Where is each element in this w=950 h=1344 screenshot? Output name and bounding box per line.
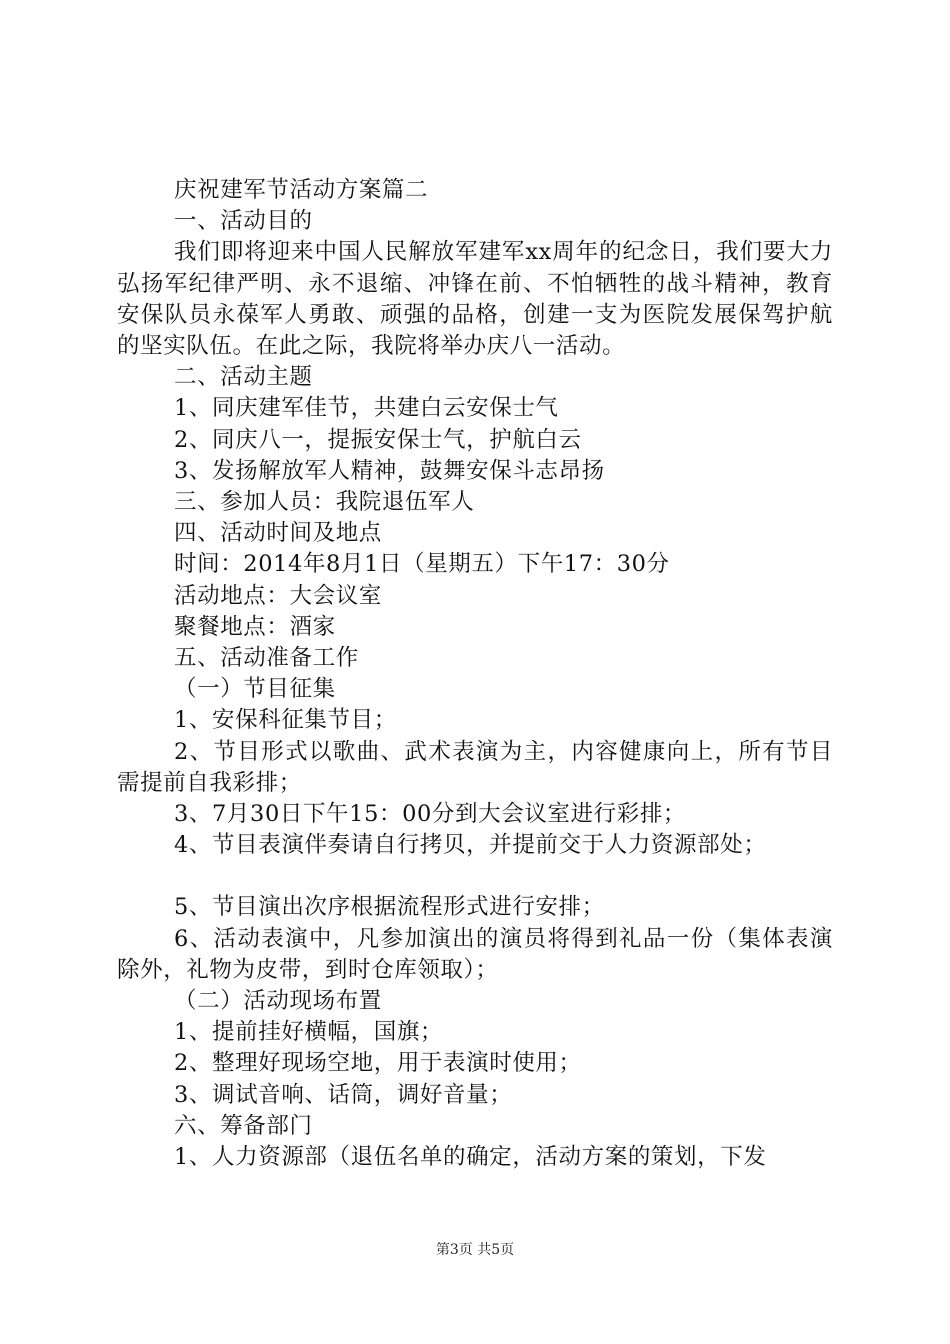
- list-item: 4、节目表演伴奏请自行拷贝，并提前交于人力资源部处；: [174, 832, 767, 859]
- list-item: 1、提前挂好横幅，国旗；: [174, 1019, 444, 1046]
- list-item: 3、调试音响、话筒，调好音量；: [174, 1081, 513, 1108]
- page-footer: 第3页 共5页: [435, 1242, 515, 1258]
- list-item: 1、安保科征集节目；: [174, 707, 397, 734]
- list-item: 1、同庆建军佳节，共建白云安保士气: [174, 395, 559, 422]
- blank-line: [117, 861, 833, 892]
- section-heading: 四、活动时间及地点: [174, 520, 382, 547]
- section-heading: 六、筹备部门: [174, 1112, 313, 1139]
- section-heading: 一、活动目的: [174, 208, 313, 235]
- paragraph: 聚餐地点：酒家: [174, 613, 336, 640]
- subsection-heading: （一）节目征集: [174, 676, 336, 703]
- paragraph: 时间：2014年8月1日（星期五）下午17：30分: [174, 551, 670, 578]
- list-item: 5、节目演出次序根据流程形式进行安排；: [174, 894, 605, 921]
- paragraph: 我们即将迎来中国人民解放军建军xx周年的纪念日，我们要大力弘扬军纪律严明、永不退缩、冲锋在前、不怕牺牲的战斗精神，教育安保队员永葆军人勇敢、顽强的品格，创建一支为医院发展保驾护航的坚实队伍。在此之际，我院将举办庆八一活动。: [117, 239, 833, 360]
- section-heading: 五、活动准备工作: [174, 645, 359, 672]
- list-item: 3、发扬解放军人精神，鼓舞安保斗志昂扬: [174, 457, 605, 484]
- section-heading: 三、参加人员：我院退伍军人: [174, 489, 475, 516]
- list-item: 6、活动表演中，凡参加演出的演员将得到礼品一份（集体表演除外，礼物为皮带，到时仓库领取）；: [117, 925, 833, 983]
- subsection-heading: （二）活动现场布置: [174, 988, 382, 1015]
- list-item: 3、7月30日下午15：00分到大会议室进行彩排；: [174, 801, 687, 828]
- list-item: 2、节目形式以歌曲、武术表演为主，内容健康向上，所有节目需提前自我彩排；: [117, 738, 833, 796]
- document-body: [117, 175, 833, 1173]
- list-item: 2、同庆八一，提振安保士气，护航白云: [174, 426, 582, 453]
- paragraph: 活动地点：大会议室: [174, 582, 382, 609]
- list-item: 2、整理好现场空地，用于表演时使用；: [174, 1050, 582, 1077]
- section-heading: 二、活动主题: [174, 364, 313, 391]
- list-item: 1、人力资源部（退伍名单的确定，活动方案的策划，下发: [174, 1144, 767, 1171]
- document-title: 庆祝建军节活动方案篇二: [174, 177, 429, 203]
